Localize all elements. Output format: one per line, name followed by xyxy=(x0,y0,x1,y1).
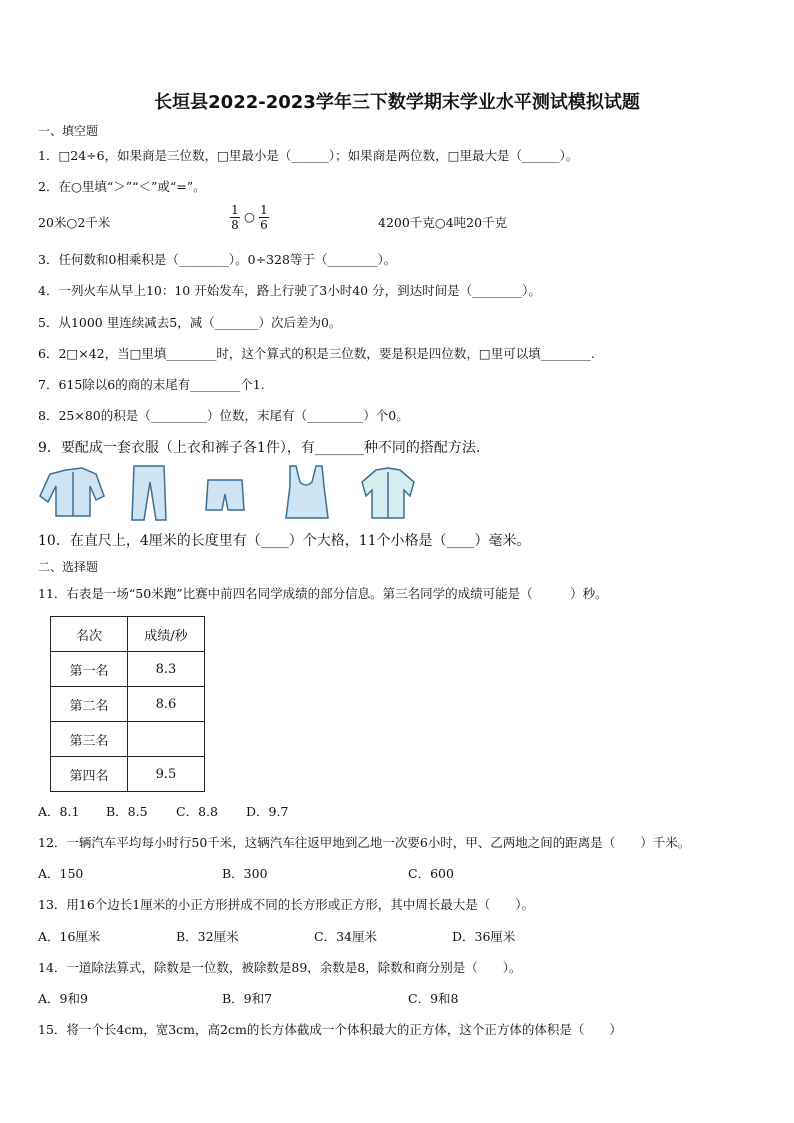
option-a: A．16厘米 xyxy=(38,929,101,944)
question-4: 4．一列火车从早上10：10 开始发车，路上行驶了3小时40 分，到达时间是（________）。 xyxy=(38,283,541,298)
table-row xyxy=(51,722,205,757)
option-c: C．8.8 xyxy=(176,804,218,819)
option-b: B．32厘米 xyxy=(176,929,239,944)
question-3: 3．任何数和0相乘积是（________）。0÷328等于（________）。 xyxy=(38,252,397,267)
vest-icon xyxy=(286,466,328,518)
option-a: A．8.1 xyxy=(38,804,80,819)
long-pants-icon xyxy=(132,466,166,520)
table-row xyxy=(51,757,205,792)
question-15: 15．将一个长4cm，宽3cm，高2cm的长方体截成一个体积最大的正方体，这个正方体的体积是（ ） xyxy=(38,1022,622,1037)
table-cell: 8.6 xyxy=(128,687,205,722)
question-1: 1．□24÷6，如果商是三位数，□里最小是（______）；如果商是两位数，□里最大是（______）。 xyxy=(38,148,579,163)
table-cell: 第一名 xyxy=(51,652,128,687)
table-cell: 第三名 xyxy=(51,722,128,757)
table-header-cell: 名次 xyxy=(51,617,128,652)
table-cell: 8.3 xyxy=(128,652,205,687)
option-c: C．34厘米 xyxy=(314,929,377,944)
option-c: C．600 xyxy=(408,866,454,881)
option-b: B．9和7 xyxy=(222,991,273,1006)
table-row xyxy=(51,687,205,722)
table-header-row xyxy=(51,617,205,652)
option-b: B．300 xyxy=(222,866,268,881)
question-2-part-c: 4200千克○4吨20千克 xyxy=(378,215,508,230)
section-fill-heading: 一、填空题 xyxy=(38,124,99,138)
table-cell: 第四名 xyxy=(51,757,128,792)
clothing-pictures xyxy=(38,462,428,524)
option-a: A．9和9 xyxy=(38,991,88,1006)
question-8: 8．25×80的积是（_________）位数，末尾有（_________）个0。 xyxy=(38,408,409,423)
section-choice-heading: 二、选择题 xyxy=(38,560,99,574)
fraction-one-eighth: $\frac{1}{8}$ xyxy=(231,203,239,232)
table-cell: 第二名 xyxy=(51,687,128,722)
question-2-part-a: 20米○2千米 xyxy=(38,215,111,230)
table-cell xyxy=(128,722,205,757)
question-5: 5．从1000 里连续减去5，减（_______）次后差为0。 xyxy=(38,315,342,330)
question-2: 2．在○里填“＞”“＜”或“=”。 xyxy=(38,179,206,194)
coat-icon xyxy=(362,468,414,518)
question-10: 10．在直尺上，4厘米的长度里有（____）个大格，11个小格是（____）毫米。 xyxy=(38,533,531,549)
table-header-cell: 成绩/秒 xyxy=(128,617,205,652)
jacket-icon xyxy=(40,468,104,516)
option-c: C．9和8 xyxy=(408,991,459,1006)
score-table xyxy=(50,616,205,792)
option-d: D．9.7 xyxy=(246,804,289,819)
question-2-part-b: $\frac{1}{8}$ ○ $\frac{1}{6}$ xyxy=(231,203,268,232)
option-a: A．150 xyxy=(38,866,84,881)
option-b: B．8.5 xyxy=(106,804,148,819)
question-9: 9．要配成一套衣服（上衣和裤子各1件），有_______种不同的搭配方法. xyxy=(38,440,481,456)
fraction-one-sixth: $\frac{1}{6}$ xyxy=(260,203,268,232)
option-d: D．36厘米 xyxy=(452,929,516,944)
question-12: 12．一辆汽车平均每小时行50千米，这辆汽车往返甲地到乙地一次要6小时，甲、乙两地之间的距离是（ ）千米。 xyxy=(38,835,691,850)
shorts-icon xyxy=(206,480,244,510)
question-6: 6．2□×42，当□里填________时，这个算式的积是三位数，要是积是四位数，□里可以填________. xyxy=(38,346,595,361)
question-7: 7．615除以6的商的末尾有________个1. xyxy=(38,377,265,392)
question-11: 11．右表是一场“50米跑”比赛中前四名同学成绩的部分信息。第三名同学的成绩可能是（ ）秒。 xyxy=(38,586,608,601)
table-row xyxy=(51,652,205,687)
question-14: 14．一道除法算式，除数是一位数，被除数是89，余数是8，除数和商分别是（ ）。 xyxy=(38,960,522,975)
page-title: 长垣县2022-2023学年三下数学期末学业水平测试模拟试题 xyxy=(154,92,640,113)
question-13: 13．用16个边长1厘米的小正方形拼成不同的长方形或正方形，其中周长最大是（ ）。 xyxy=(38,897,535,912)
table-cell: 9.5 xyxy=(128,757,205,792)
